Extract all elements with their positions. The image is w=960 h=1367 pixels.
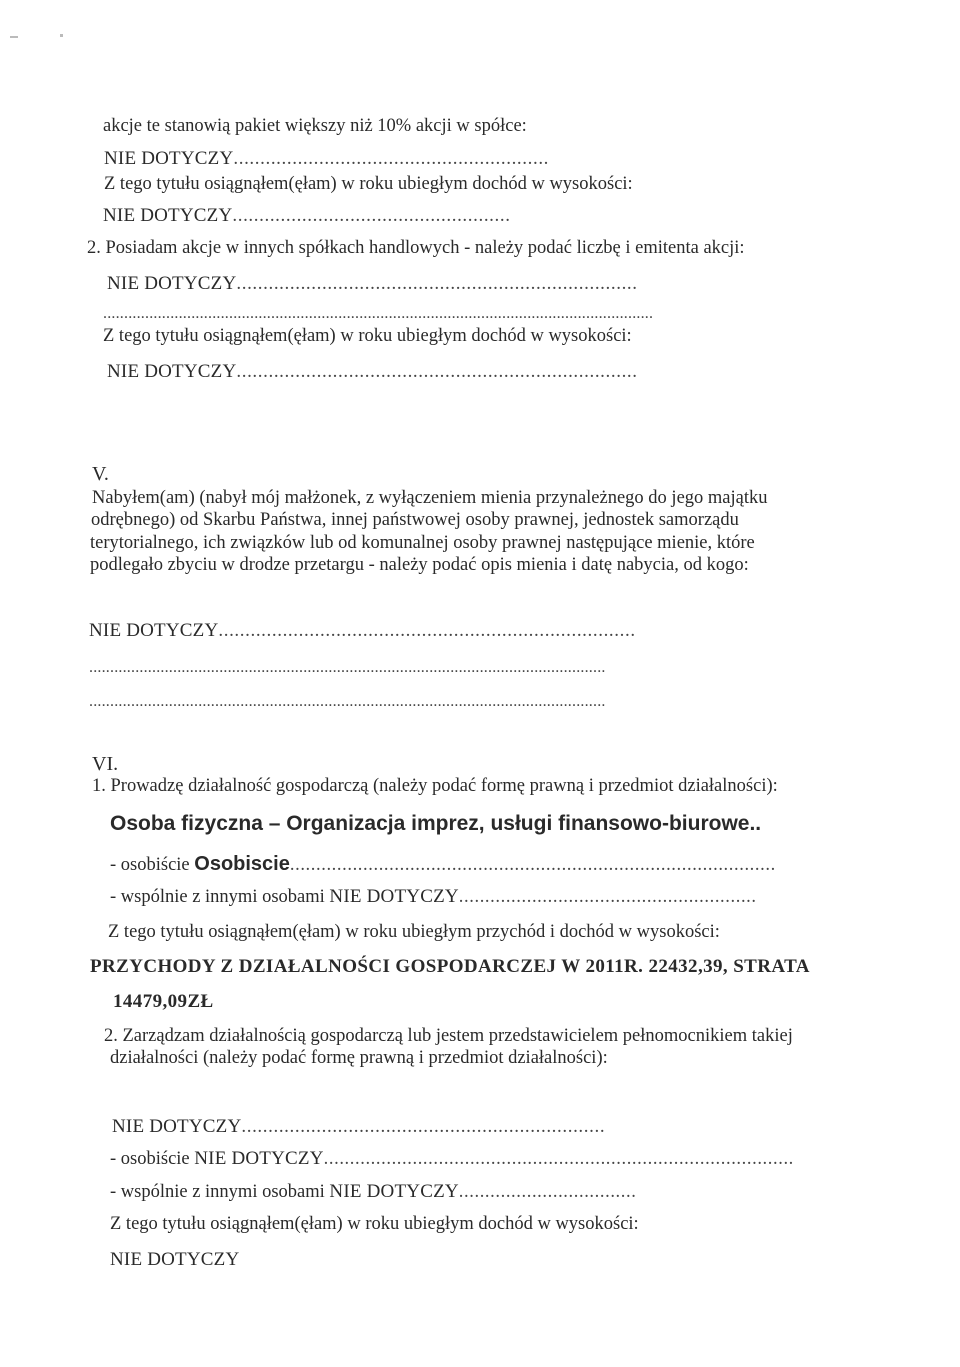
income-label: Z tego tytułu osiągnąłem(ęłam) w roku ubiegłym dochód w wysokości: [104, 174, 633, 194]
fill-dots: ......................................................... [458, 887, 757, 907]
section-v-paragraph-line: Nabyłem(am) (nabył mój małżonek, z wyłączeniem mienia przynależnego do jego majątku [92, 488, 768, 508]
section-vi-heading: VI. [92, 753, 119, 775]
fill-dots: ............................................................................................. [289, 855, 776, 875]
item-2-management: działalności (należy podać formę prawną i przedmiot działalności): [110, 1048, 608, 1068]
fill-dots: ........................................................... [233, 148, 550, 169]
jointly-label: - wspólnie z innymi osobami [110, 1182, 325, 1202]
answer-line [112, 1115, 605, 1139]
section-v-paragraph-line: terytorialnego, ich związków lub od komunalnej osoby prawnej następujące mienie, które [90, 533, 755, 553]
answer-line [89, 619, 636, 643]
shares-threshold-line: akcje te stanowią pakiet większy niż 10% akcji w spółce: [103, 116, 527, 136]
answer-text: NIE DOTYCZY [107, 273, 237, 294]
jointly-line [110, 1180, 636, 1204]
answer-text: NIE DOTYCZY [89, 620, 219, 641]
personally-value: Osobiscie [194, 853, 290, 875]
business-description: Osoba fizyczna – Organizacja imprez, usługi finansowo-biurowe.. [110, 812, 762, 835]
item-1-business: 1. Prowadzę działalność gospodarczą (należy podać formę prawną i przedmiot działalności): [92, 776, 778, 796]
income-label: Z tego tytułu osiągnąłem(ęłam) w roku ubiegłym dochód w wysokości: [110, 1214, 639, 1234]
item-2-shares: 2. Posiadam akcje w innych spółkach handlowych - należy podać liczbę i emitenta akcji: [87, 238, 745, 258]
fill-dots-line: ........................................................................................................................... [89, 659, 606, 676]
fill-dots-line: ........................................................................................................................... [89, 693, 606, 710]
section-v-paragraph-line: podlegało zbyciu w drodze przetargu - należy podać opis mienia i datę nabycia, od kogo: [90, 555, 749, 575]
scan-mark [60, 34, 63, 37]
fill-dots: .................................. [458, 1182, 637, 1202]
income-label: Z tego tytułu osiągnąłem(ęłam) w roku ubiegłym przychód i dochód w wysokości: [108, 922, 720, 942]
fill-dots: .................................................... [232, 205, 511, 226]
jointly-value: NIE DOTYCZY [329, 1181, 459, 1202]
fill-dots-line: ................................................................................................................................... [103, 305, 654, 322]
answer-line [103, 204, 511, 228]
income-value-line: 14479,09ZŁ [113, 991, 214, 1012]
final-answer: NIE DOTYCZY [110, 1249, 240, 1270]
jointly-label: - wspólnie z innymi osobami [110, 887, 325, 907]
item-2-management: 2. Zarządzam działalnością gospodarczą lub jestem przedstawicielem pełnomocnikiem takiej [104, 1026, 793, 1046]
personally-line [110, 852, 776, 877]
answer-text: NIE DOTYCZY [112, 1116, 242, 1137]
scan-mark [10, 36, 18, 38]
fill-dots: .......................................................................................... [323, 1149, 794, 1169]
section-v-paragraph-line: odrębnego) od Skarbu Państwa, innej państwowej osoby prawnej, jednostek samorządu [91, 510, 739, 530]
fill-dots: .................................................................... [241, 1116, 606, 1137]
income-value-line: PRZYCHODY Z DZIAŁALNOŚCI GOSPODARCZEJ W 2011R. 22432,39, STRATA [90, 956, 810, 977]
jointly-line [110, 885, 757, 909]
section-v-heading: V. [92, 463, 109, 485]
answer-text: NIE DOTYCZY [107, 361, 237, 382]
answer-line [107, 272, 638, 296]
jointly-value: NIE DOTYCZY [329, 886, 459, 907]
fill-dots: ........................................................................... [236, 361, 638, 382]
fill-dots: .............................................................................. [218, 620, 636, 641]
personally-label: - osobiście [110, 855, 190, 875]
answer-line [107, 360, 638, 384]
answer-text: NIE DOTYCZY [104, 148, 234, 169]
personally-line [110, 1147, 794, 1171]
answer-line [104, 147, 549, 171]
fill-dots: ........................................................................... [236, 273, 638, 294]
answer-text: NIE DOTYCZY [103, 205, 233, 226]
income-label: Z tego tytułu osiągnąłem(ęłam) w roku ubiegłym dochód w wysokości: [103, 326, 632, 346]
personally-label: - osobiście [110, 1149, 190, 1169]
personally-value: NIE DOTYCZY [194, 1148, 324, 1169]
